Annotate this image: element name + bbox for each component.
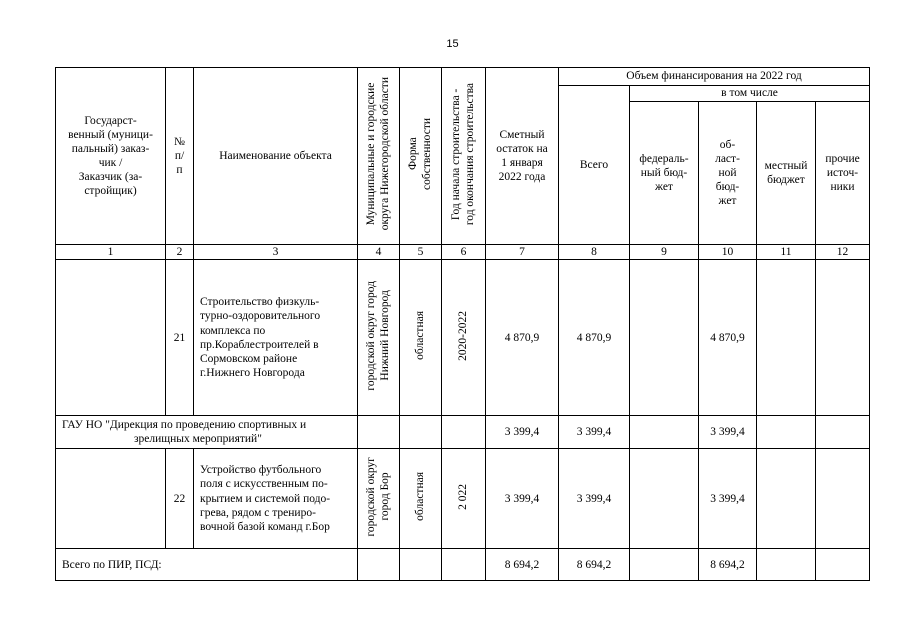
group-federal — [630, 416, 699, 449]
header-including: в том числе — [630, 86, 870, 102]
header-total: Всего — [559, 86, 630, 245]
row-ownership: областная — [400, 449, 442, 549]
group-other — [816, 416, 870, 449]
col-num: 12 — [816, 245, 870, 260]
group-municipality — [358, 416, 400, 449]
page-number: 15 — [446, 38, 459, 50]
row-years: 2 022 — [442, 449, 486, 549]
row-total: 4 870,9 — [559, 260, 630, 416]
group-name: ГАУ НО "Дирекция по проведению спортивных и зрелищных мероприятий" — [56, 416, 358, 449]
group-regional: 3 399,4 — [699, 416, 757, 449]
column-numbers-row — [56, 245, 870, 260]
group-years — [442, 416, 486, 449]
totals-years — [442, 549, 486, 581]
header-row-1 — [56, 68, 870, 86]
header-funding-volume: Объем финансирования на 2022 год — [559, 68, 870, 86]
row-total: 3 399,4 — [559, 449, 630, 549]
row-object-name: Строительство физкуль- турно-оздоровительного комплекса по пр.Кораблестроителей в Сормовском районе г.Нижнего Новгорода — [194, 260, 358, 416]
row-federal — [630, 449, 699, 549]
group-balance: 3 399,4 — [486, 416, 559, 449]
totals-municipality — [358, 549, 400, 581]
col-num: 9 — [630, 245, 699, 260]
col-num: 4 — [358, 245, 400, 260]
row-municipality: городской округ город Бор — [358, 449, 400, 549]
col-num: 1 — [56, 245, 166, 260]
row-number: 22 — [166, 449, 194, 549]
header-customer: Государст- венный (муници- пальный) заказ- чик / Заказчик (за- стройщик) — [56, 68, 166, 245]
header-estimated-balance: Сметный остаток на 1 января 2022 года — [486, 68, 559, 245]
financing-table — [55, 67, 870, 581]
table-row — [56, 260, 870, 416]
row-local — [757, 449, 816, 549]
row-balance: 4 870,9 — [486, 260, 559, 416]
header-municipality: Муниципальные и городские округа Нижегородской области — [358, 68, 400, 245]
totals-ownership — [400, 549, 442, 581]
col-num: 2 — [166, 245, 194, 260]
header-ownership: Форма собственности — [400, 68, 442, 245]
col-num: 6 — [442, 245, 486, 260]
row-years: 2020-2022 — [442, 260, 486, 416]
col-num: 10 — [699, 245, 757, 260]
row-customer — [56, 260, 166, 416]
col-num: 5 — [400, 245, 442, 260]
row-regional: 4 870,9 — [699, 260, 757, 416]
col-num: 11 — [757, 245, 816, 260]
group-row — [56, 416, 870, 449]
header-regional: об- ласт- ной бюд- жет — [699, 102, 757, 245]
header-years: Год начала строительства - год окончания строительства — [442, 68, 486, 245]
col-num: 3 — [194, 245, 358, 260]
totals-total: 8 694,2 — [559, 549, 630, 581]
table-row — [56, 449, 870, 549]
row-other — [816, 260, 870, 416]
totals-row — [56, 549, 870, 581]
totals-federal — [630, 549, 699, 581]
header-number: № п/ п — [166, 68, 194, 245]
col-num: 8 — [559, 245, 630, 260]
row-number: 21 — [166, 260, 194, 416]
totals-balance: 8 694,2 — [486, 549, 559, 581]
row-municipality: городской округ город Нижний Новгород — [358, 260, 400, 416]
header-object-name: Наименование объекта — [194, 68, 358, 245]
group-ownership — [400, 416, 442, 449]
row-other — [816, 449, 870, 549]
header-local: местный бюджет — [757, 102, 816, 245]
totals-other — [816, 549, 870, 581]
row-regional: 3 399,4 — [699, 449, 757, 549]
group-total: 3 399,4 — [559, 416, 630, 449]
row-local — [757, 260, 816, 416]
totals-regional: 8 694,2 — [699, 549, 757, 581]
col-num: 7 — [486, 245, 559, 260]
totals-label: Всего по ПИР, ПСД: — [56, 549, 358, 581]
header-federal: федераль- ный бюд- жет — [630, 102, 699, 245]
group-local — [757, 416, 816, 449]
row-object-name: Устройство футбольного поля с искусственным по- крытием и системой подо- грева, рядом с трениро- вочной базой команд г.Бор — [194, 449, 358, 549]
row-federal — [630, 260, 699, 416]
row-customer — [56, 449, 166, 549]
row-ownership: областная — [400, 260, 442, 416]
row-balance: 3 399,4 — [486, 449, 559, 549]
header-other: прочие источ- ники — [816, 102, 870, 245]
totals-local — [757, 549, 816, 581]
